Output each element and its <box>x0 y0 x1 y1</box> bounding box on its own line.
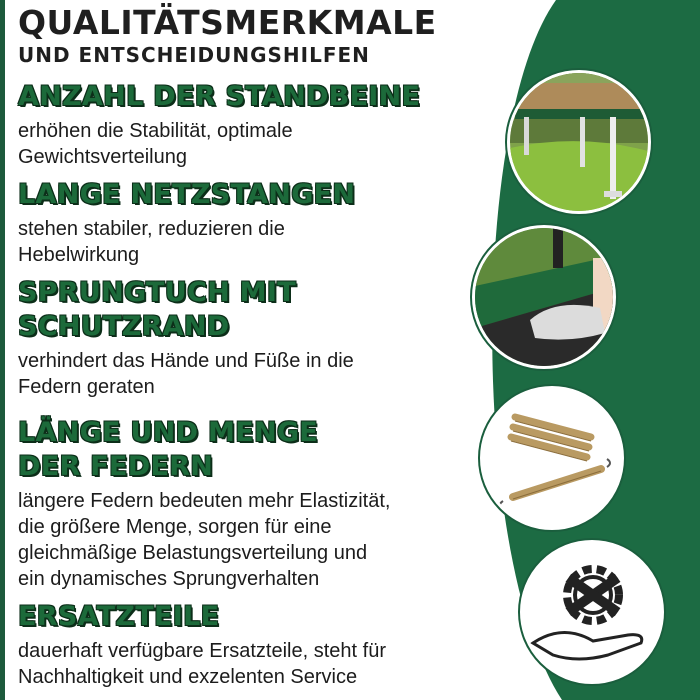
heading-line: LÄNGE UND MENGE <box>18 417 319 448</box>
heading-line: DER FEDERN <box>18 451 214 482</box>
heading-line: SPRUNGTUCH MIT <box>18 277 296 308</box>
trampoline-legs-photo <box>507 70 651 214</box>
section-heading <box>18 416 390 484</box>
text-line: erhöhen die Stabilität, optimale <box>18 120 293 142</box>
text-line: längere Federn bedeuten mehr Elastizität, <box>18 490 391 512</box>
section-heading <box>18 178 355 212</box>
text-line: Hebelwirkung <box>18 244 140 266</box>
section-ersatzteile <box>18 600 386 690</box>
page-subtitle: UND ENTSCHEIDUNGSHILFEN <box>18 43 370 67</box>
section-heading <box>18 600 386 634</box>
text-line: ein dynamisches Sprungverhalten <box>18 568 320 590</box>
header <box>18 4 437 68</box>
section-federn <box>18 416 390 592</box>
text-line: die größere Menge, sorgen für eine <box>18 516 332 538</box>
springs-photo <box>480 386 624 530</box>
text-line: Gewichtsverteilung <box>18 146 187 168</box>
text-line: Federn geraten <box>18 376 155 398</box>
section-sprungtuch <box>18 276 354 400</box>
section-netzstangen <box>18 178 355 268</box>
page-title: QUALITÄTSMERKMALE <box>18 3 437 42</box>
section-text <box>18 488 390 592</box>
text-line: gleichmäßige Belastungsverteilung und <box>18 542 368 564</box>
section-text <box>18 638 386 690</box>
text-line: verhindert das Hände und Füße in die <box>18 350 354 372</box>
heading-line: LANGE NETZSTANGEN <box>18 179 356 210</box>
section-standbeine <box>18 80 420 170</box>
text-line: stehen stabiler, reduzieren die <box>18 218 285 240</box>
section-heading <box>18 80 420 114</box>
section-text <box>18 348 354 400</box>
service-hand-gear-icon <box>520 540 664 684</box>
text-line: dauerhaft verfügbare Ersatzteile, steht für <box>18 640 386 662</box>
net-pole-foot-photo <box>472 225 616 369</box>
heading-line: ERSATZTEILE <box>18 601 220 632</box>
heading-line: ANZAHL DER STANDBEINE <box>18 81 421 112</box>
heading-line: SCHUTZRAND <box>18 311 230 342</box>
text-line: Nachhaltigkeit und exzelenten Service <box>18 666 358 688</box>
section-text <box>18 118 420 170</box>
section-heading <box>18 276 354 344</box>
left-accent-bar <box>0 0 5 700</box>
section-text <box>18 216 355 268</box>
